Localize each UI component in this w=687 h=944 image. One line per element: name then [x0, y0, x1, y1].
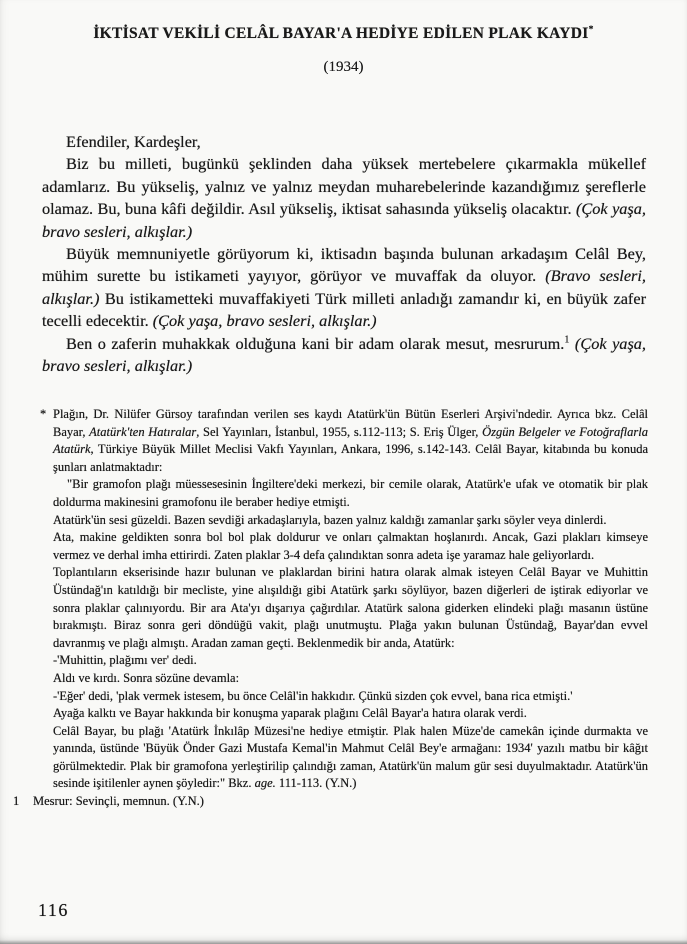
page-header [0, 24, 687, 76]
footnote-paragraph: Ata, makine geldikten sonra bol bol plak doldurur ve onları çalmaktan hoşlanırdı. Ancak, Gazi plakları kimseye vermez ve derhal imha ettirirdi. Zaten plaklar 3-4 defa çalındıktan sonra adeta işe yaramaz hale geliyorlardı. [53, 530, 648, 562]
title-footnote-marker: * [588, 24, 594, 35]
footnote-paragraph: 1 Mesrur: Sevinçli, memnun. (Y.N.) [13, 793, 648, 811]
footnote-paragraph: Toplantıların ekserisinde hazır bulunan ve plaklardan birini hatıra olarak almak isteyen Celâl Bayar ve Muhittin Üstündağ'ın katıldığı bir mecliste, yine alışıldığı gibi Atatürk şarkı söylüyor, bazen diğerleri de iştirak ediyorlar ve sonra plaklar çalınıyordu. Bir ara Ata'yı dışarıya çağırdılar. Atatürk salona giderken elindeki plağı masanın üstüne bırakmıştı. Biraz sonra geri döndüğü vakit, plağı unutmuştu. Plağa yakın bulunan Üstündağ, Bayar'dan evvel davranmış ve plağı almıştı. Aradan zaman geçti. Beklenmedik bir anda, Atatürk: [53, 565, 648, 650]
footnote-paragraph: Ayağa kalktı ve Bayar hakkında bir konuşma yaparak plağını Celâl Bayar'a hatıra olarak verdi. [53, 706, 527, 721]
body-paragraph: Biz bu milleti, bugünkü şeklinden daha yüksek mertebelere çıkarmakla mükellef adamlarız. Bu yükseliş, yalnız ve yalnız meydan muharebelerinde kazandığımız şereflerle olamaz. Bu, buna kâfi değildir. Asıl yükseliş, iktisat sahasında yükseliş olacaktır. (Çok yaşa, bravo sesleri, alkışlar.) [42, 154, 646, 241]
footnote-paragraph: -'Muhittin, plağımı ver' dedi. [53, 653, 197, 668]
footnote-paragraph: Celâl Bayar, bu plağı 'Atatürk İnkılâp Müzesi'ne hediye etmiştir. Plak halen Müze'de camekân içinde durmakta ve yanında, üstünde 'Büyük Önder Gazi Mustafa Kemal'in Mahmut Celâl Bey'e armağanı: 1934' yazılı matbu bir kâğıt görülmektedir. Plak bir gramofona yerleştirilip çalındığı zaman, Atatürk'ün malum gür sesi duyulmaktadır. Atatürk'ün sesinde işitilenler aynen şöyledir:" Bkz. age. 111-113. (Y.N.) [53, 723, 648, 791]
body-paragraph: Efendiler, Kardeşler, [66, 132, 201, 151]
year-subtitle: (1934) [323, 59, 364, 76]
footnote-paragraph: Aldı ve kırdı. Sonra sözüne devamla: [53, 670, 240, 685]
footnote-paragraph: -'Eğer' dedi, 'plak vermek istesem, bu önce Celâl'in hakkıdır. Çünkü sizden çok evvel, bana rica etmişti.' [53, 688, 573, 703]
page-title [0, 24, 687, 43]
body-paragraph: Büyük memnuniyetle görüyorum ki, iktisadın başında bulunan arkadaşım Celâl Bey, mühim surette bu istikameti yayıyor, görüyor ve muvaffak da oluyor. (Bravo sesleri, alkışlar.) Bu istikametteki muvaffakiyeti Türk milleti anladığı zamandır ki, en büyük zafer tecelli edecektir. (Çok yaşa, bravo sesleri, alkışlar.) [42, 244, 646, 331]
speech-body [42, 131, 646, 377]
page-title-text: İKTİSAT VEKİLİ CELÂL BAYAR'A HEDİYE EDİLEN PLAK KAYDI [93, 25, 589, 43]
page-number: 116 [38, 900, 69, 920]
footnote-section [13, 406, 648, 811]
footnote-paragraph: * Plağın, Dr. Nilüfer Gürsoy tarafından verilen ses kaydı Atatürk'ün Bütün Eserleri Arşivi'ndedir. Ayrıca bkz. Celâl Bayar, Atatürk'ten Hatıralar, Sel Yayınları, İstanbul, 1955, s.112-113; S. Eriş Ülger, Özgün Belgeler ve Fotoğraflarla Atatürk, Türkiye Büyük Millet Meclisi Vakfı Yayınları, Ankara, 1996, s.142-143. Celâl Bayar, kitabında bu konuda şunları anlatmaktadır: [40, 407, 648, 474]
footnote-marker: * [40, 407, 47, 421]
footnote-paragraph: "Bir gramofon plağı müessesesinin İngiltere'deki merkezi, bir cemile olarak, Atatürk'e ufak ve otomatik bir plak doldurma makinesini gramofonu ile beraber hediye etmişti. [53, 477, 648, 509]
footnote-paragraph: Atatürk'ün sesi güzeldi. Bazen sevdiği arkadaşlarıyla, bazen yalnız kaldığı zamanlar şarkı söyler veya dinlerdi. [53, 512, 607, 527]
body-paragraph: Ben o zaferin muhakkak olduğuna kani bir adam olarak mesut, mesrurum.$^1$ (Çok yaşa, bravo sesleri, alkışlar.) [42, 333, 646, 376]
footnote-marker: 1 [13, 794, 20, 809]
